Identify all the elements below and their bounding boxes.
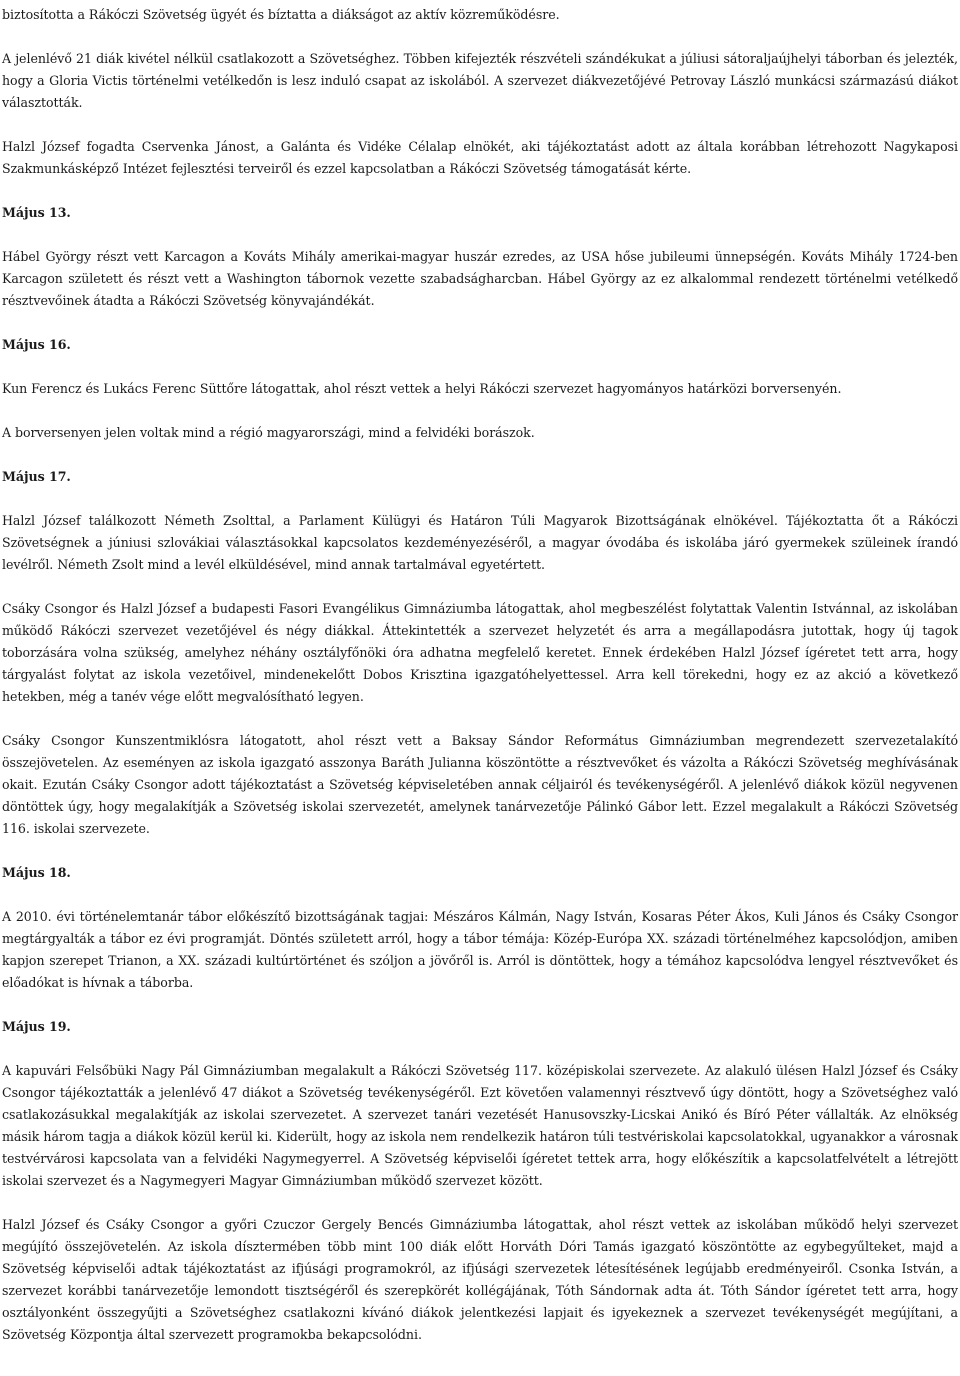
paragraph: A kapuvári Felsőbüki Nagy Pál Gimnáziumban megalakult a Rákóczi Szövetség 117. középiskolai szervezete. Az alakuló ülésen Halzl József és Csáky Csongor tájékoztatták a jelenlévő 47 diákot a Szövetség tevékenységéről. Ezt követően valamennyi résztvevő úgy döntött, hogy a Szövetséghez való csatlakozásukkal megalakítják az iskolai szervezetet. A szervezet tanári vezetését Hanusovszky-Licskai Anikó és Bíró Péter vállalták. Az elnökség másik három tagja a diákok közül kerül ki. Kiderült, hogy az iskola nem rendelkezik határon túli testvériskolai kapcsolatokkal, ugyanakkor a városnak testvérvárosi kapcsolata van a felvidéki Nagymegyerrel. A Szövetség képviselői ígéretet tettek arra, hogy előkészítik a kapcsolatfelvételt a létrejött iskolai szervezet és a Nagymegyeri Magyar Gimnáziumban működő szervezet között. bbox=[2, 1063, 958, 1188]
paragraph: A 2010. évi történelemtanár tábor előkészítő bizottságának tagjai: Mészáros Kálmán, Nagy István, Kosaras Péter Ákos, Kuli János és Csáky Csongor megtárgyalták a tábor ez évi programját. Döntés született arról, hogy a tábor témája: Közép-Európa XX. századi történelméhez kapcsolódjon, amiben kapjon szerepet Trianon, a XX. századi kultúrtörténet és szóljon a jövőről is. Arról is döntöttek, hogy a témához kapcsolódva lengyel résztvevőket és előadókat is hívnak a táborba. bbox=[2, 909, 958, 990]
document-page bbox=[2, 4, 958, 1368]
paragraph: Csáky Csongor és Halzl József a budapesti Fasori Evangélikus Gimnáziumba látogattak, ahol megbeszélést folytattak Valentin Istvánnal, az iskolában működő Rákóczi szervezet vezetőjével és négy diákkal. Áttekintették a szervezet helyzetét és arra a megállapodásra jutottak, hogy új tagok toborzására volna szükség, amelyhez néhány osztályfőnöki óra adhatna megfelelő keretet. Ennek érdekében Halzl József ígéretet tett arra, hogy tárgyalást folytat az iskola vezetőivel, mindenekelőtt Dobos Krisztina igazgatóhelyettessel. Arra kell törekedni, hogy ez az akció a következő hetekben, még a tanév vége előtt megvalósítható legyen. bbox=[2, 601, 958, 704]
date-heading: Május 13. bbox=[2, 205, 71, 220]
date-heading: Május 19. bbox=[2, 1019, 71, 1034]
paragraph: A borversenyen jelen voltak mind a régió magyarországi, mind a felvidéki borászok. bbox=[2, 425, 535, 440]
date-heading: Május 18. bbox=[2, 865, 71, 880]
paragraph: Kun Ferencz és Lukács Ferenc Süttőre látogattak, ahol részt vettek a helyi Rákóczi szervezet hagyományos határközi borversenyén. bbox=[2, 381, 842, 396]
paragraph: Halzl József fogadta Cservenka Jánost, a Galánta és Vidéke Célalap elnökét, aki tájékoztatást adott az általa korábban létrehozott Nagykaposi Szakmunkásképző Intézet fejlesztési terveiről és ezzel kapcsolatban a Rákóczi Szövetség támogatását kérte. bbox=[2, 139, 958, 176]
paragraph: Csáky Csongor Kunszentmiklósra látogatott, ahol részt vett a Baksay Sándor Református Gimnáziumban megrendezett szervezetalakító összejövetelen. Az eseményen az iskola igazgató asszonya Baráth Julianna köszöntötte a résztvevőket és vázolta a Rákóczi Szövetség meghívásának okait. Ezután Csáky Csongor adott tájékoztatást a Szövetség képviseletében annak céljairól és tevékenységéről. A jelenlévő diákok közül negyvenen döntöttek úgy, hogy megalakítják a Szövetség iskolai szervezetét, amelynek tanárvezetője Pálinkó Gábor lett. Ezzel megalakult a Rákóczi Szövetség 116. iskolai szervezete. bbox=[2, 733, 958, 836]
paragraph: Hábel György részt vett Karcagon a Kováts Mihály amerikai-magyar huszár ezredes, az USA hőse jubileumi ünnepségén. Kováts Mihály 1724-ben Karcagon született és részt vett a Washington tábornok vezette szabadságharcban. Hábel György az ez alkalommal rendezett történelmi vetélkedő résztvevőinek átadta a Rákóczi Szövetség könyvajándékát. bbox=[2, 249, 958, 308]
date-heading: Május 16. bbox=[2, 337, 71, 352]
paragraph: Halzl József és Csáky Csongor a győri Czuczor Gergely Bencés Gimnáziumba látogattak, ahol részt vettek az iskolában működő helyi szervezet megújító összejövetelén. Az iskola dísztermében több mint 100 diák előtt Horváth Dóri Tamás igazgató köszöntötte az egybegyűlteket, majd a Szövetség képviselői adtak tájékoztatást az ifjúsági programokról, az ifjúsági szervezetek létesítésének legújabb eredményeiről. Csonka István, a szervezet korábbi tanárvezetője lemondott tisztségéről és szerepkörét kollégájának, Tóth Sándornak adta át. Tóth Sándor ígéretet tett arra, hogy osztályonként összegyűjti a Szövetséghez csatlakozni kívánó diákok jelentkezési lapjait és igyekeznek a szervezet tevékenységét megújítani, a Szövetség Központja által szervezett programokba bekapcsolódni. bbox=[2, 1217, 958, 1342]
paragraph: A jelenlévő 21 diák kivétel nélkül csatlakozott a Szövetséghez. Többen kifejezték részvételi szándékukat a júliusi sátoraljaújhelyi táborban és jelezték, hogy a Gloria Victis történelmi vetélkedőn is lesz induló csapat az iskolából. A szervezet diákvezetőjévé Petrovay László munkácsi származású diákot választották. bbox=[2, 51, 958, 110]
paragraph: Halzl József találkozott Németh Zsolttal, a Parlament Külügyi és Határon Túli Magyarok Bizottságának elnökével. Tájékoztatta őt a Rákóczi Szövetségnek a júniusi szlovákiai választásokkal kapcsolatos kezdeményezéséről, a magyar óvodába és iskolába járó gyermekek szüleinek írandó levélről. Németh Zsolt mind a levél elküldésével, mind annak tartalmával egyetértett. bbox=[2, 513, 958, 572]
date-heading: Május 17. bbox=[2, 469, 71, 484]
paragraph: biztosította a Rákóczi Szövetség ügyét és bíztatta a diákságot az aktív közreműködésre. bbox=[2, 7, 560, 22]
